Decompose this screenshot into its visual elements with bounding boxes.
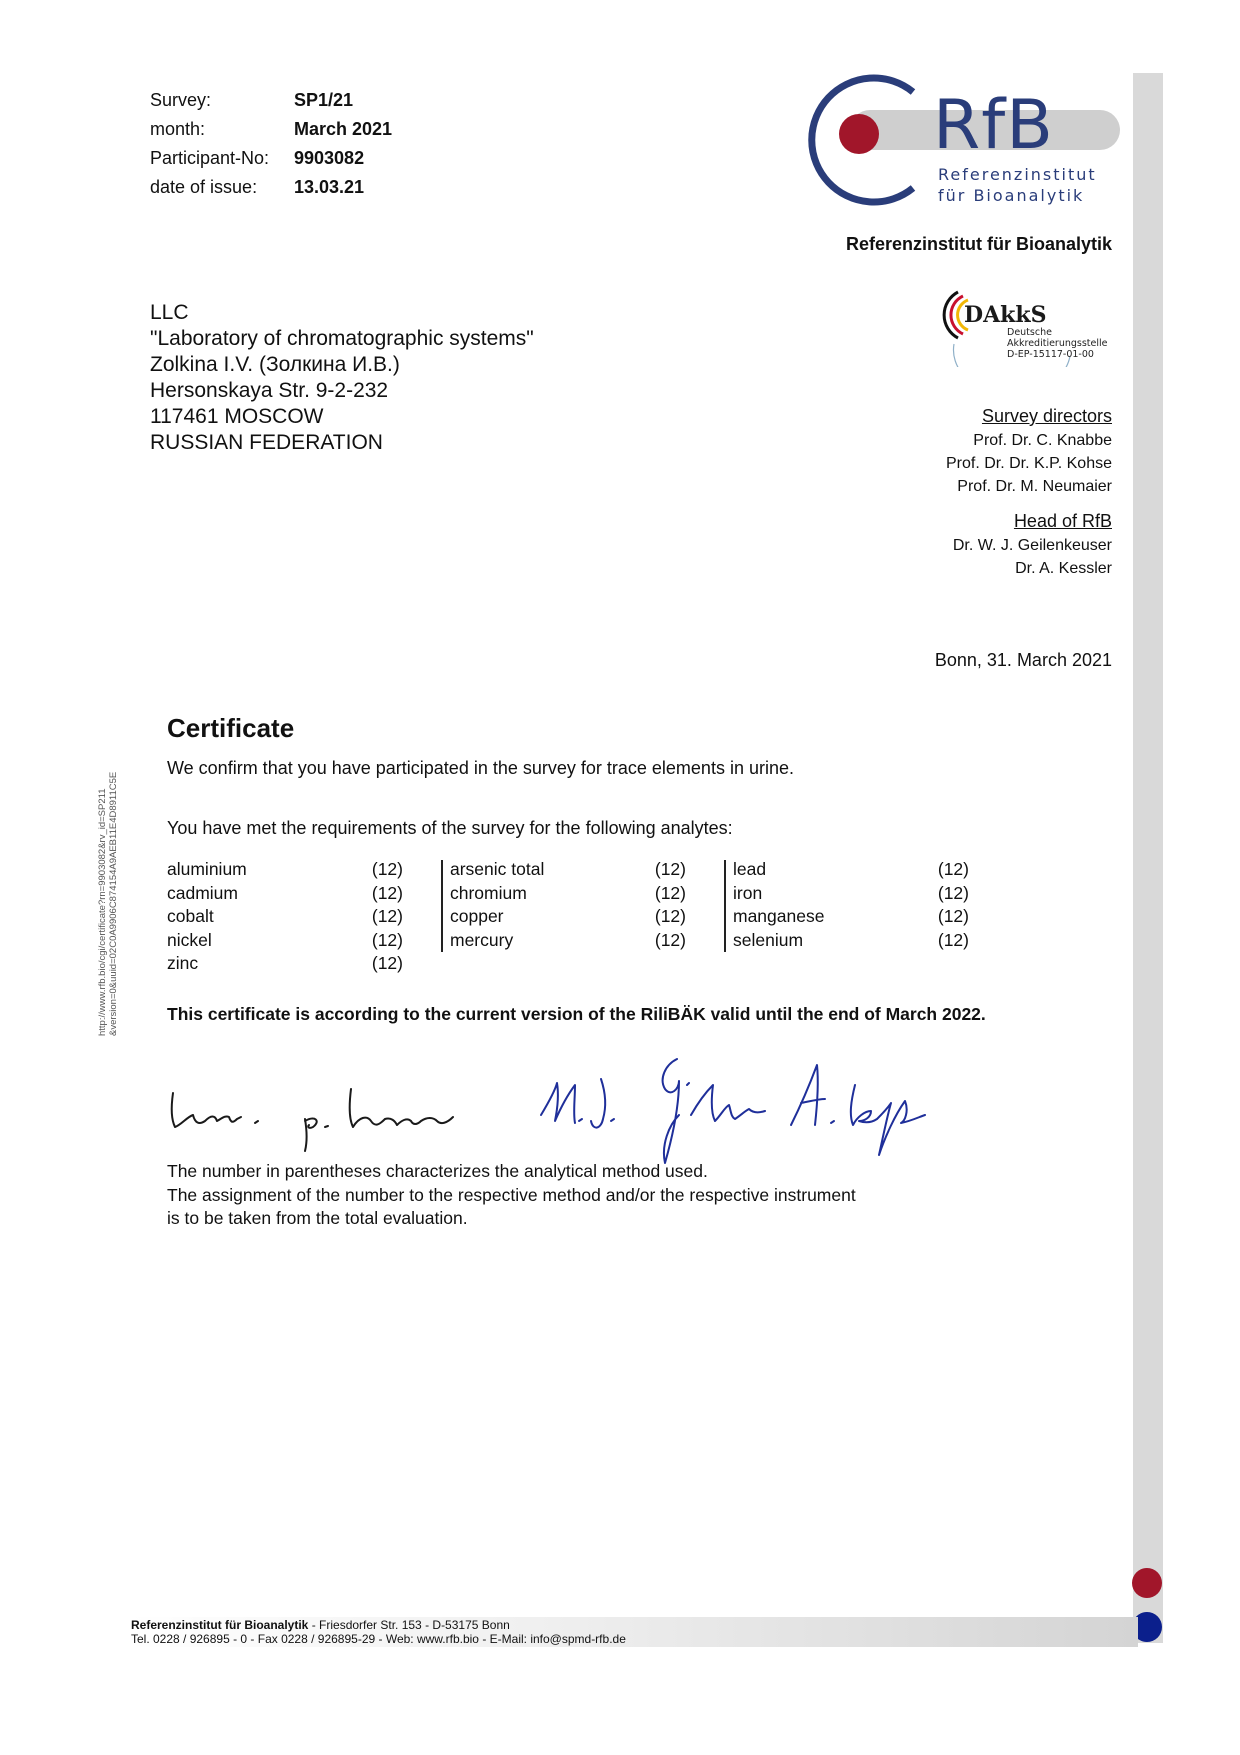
survey-directors-heading: Survey directors (981, 406, 1112, 426)
analyte-name: nickel (167, 929, 212, 950)
analyte-row (733, 882, 1016, 906)
analyte-row (733, 905, 1016, 929)
analyte-name: zinc (167, 953, 199, 973)
signatures (165, 1045, 1035, 1165)
director-name: Prof. Dr. C. Knabbe (973, 432, 1112, 449)
directors-block (946, 403, 1112, 580)
analyte-method: (12) (371, 929, 403, 950)
footnote-line: is to be taken from the total evaluation. (167, 1208, 468, 1228)
analyte-row (733, 929, 1016, 953)
analyte-name: chromium (450, 882, 527, 903)
recipient-address (150, 300, 534, 456)
analyte-method: (12) (371, 953, 403, 973)
dakks-title: DAkkS (964, 302, 1047, 328)
analytes-column-1 (167, 858, 450, 976)
analyte-row (167, 858, 450, 882)
place-date: Bonn, 31. March 2021 (934, 650, 1112, 670)
analytes-column-2 (450, 858, 733, 976)
footer-institute: Referenzinstitut für Bioanalytik (131, 1618, 309, 1632)
footer (131, 1618, 626, 1646)
signature-geilenkeuser (541, 1059, 765, 1163)
analyte-row (450, 882, 733, 906)
analyte-method: (12) (371, 906, 403, 926)
analyte-method: (12) (654, 882, 686, 903)
issue-label: date of issue: (150, 177, 258, 197)
verification-url (97, 766, 119, 1036)
month-label: month: (150, 119, 206, 139)
analyte-row (450, 858, 733, 882)
issue-row (150, 173, 392, 202)
analyte-method: (12) (937, 882, 969, 903)
address-line: RUSSIAN FEDERATION (150, 431, 383, 454)
address-line: 117461 MOSCOW (150, 405, 324, 428)
month-row (150, 115, 392, 144)
survey-label: Survey: (150, 90, 212, 110)
verification-url-line-1: http://www.rfb.bio/cgi/certificate?rn=9903082&rv_id=SP211 (97, 788, 108, 1036)
dakks-line-3: D-EP-15117-01-00 (1007, 349, 1094, 360)
head-name: Dr. W. J. Geilenkeuser (952, 537, 1112, 554)
analyte-method: (12) (371, 882, 403, 903)
footer-contact: Tel. 0228 / 926895 - 0 - Fax 0228 / 926895-29 - Web: www.rfb.bio - E-Mail: info@spmd-rfb.de (131, 1632, 626, 1646)
dakks-logo (940, 282, 1115, 367)
head-of-rfb-heading: Head of RfB (1013, 511, 1112, 531)
analyte-name: copper (450, 906, 504, 926)
analyte-name: manganese (733, 906, 825, 926)
survey-row (150, 86, 392, 115)
right-decorative-bar (1133, 73, 1163, 1643)
analyte-row (167, 905, 450, 929)
footer-line-1 (131, 1618, 626, 1632)
analytes-column-3 (733, 858, 1016, 976)
analyte-name: cadmium (167, 882, 238, 903)
participant-label: Participant-No: (150, 148, 270, 168)
analyte-row (733, 858, 1016, 882)
verification-url-line-2: &version=0&uuid=02C0A9906C874154A9AEB11E4D8911C5E (108, 771, 119, 1036)
month-value: March 2021 (294, 119, 393, 139)
requirements-text: You have met the requirements of the survey for the following analytes: (167, 818, 733, 838)
logo-dot (839, 114, 879, 154)
red-dot-icon (1132, 1568, 1162, 1598)
director-name: Prof. Dr. M. Neumaier (957, 478, 1112, 495)
analytes-table (167, 858, 1016, 976)
validity-statement: This certificate is according to the current version of the RiliBÄK valid until the end of March 2022. (167, 1004, 986, 1024)
participant-row (150, 144, 392, 173)
footer-address: - Friesdorfer Str. 153 - D-53175 Bonn (308, 1618, 510, 1632)
analyte-method: (12) (937, 906, 969, 926)
signature-kohse (172, 1089, 453, 1151)
analyte-row (167, 952, 450, 976)
footnote-line: The assignment of the number to the respective method and/or the respective instrument (167, 1184, 856, 1205)
analyte-name: cobalt (167, 906, 214, 926)
analyte-method: (12) (654, 929, 686, 950)
survey-value: SP1/21 (294, 90, 354, 110)
logo-subtitle-1: Referenzinstitut (938, 165, 1097, 184)
issue-value: 13.03.21 (294, 177, 365, 197)
institute-header: Referenzinstitut für Bioanalytik (845, 234, 1112, 254)
dakks-line-2: Akkreditierungsstelle (1007, 338, 1108, 349)
address-line: Hersonskaya Str. 9-2-232 (150, 379, 389, 402)
footnote-line: The number in parentheses characterizes the analytical method used. (167, 1161, 708, 1181)
address-line: Zolkina I.V. (Золкина И.В.) (150, 353, 400, 376)
confirm-text: We confirm that you have participated in the survey for trace elements in urine. (167, 758, 794, 778)
analyte-method: (12) (371, 859, 403, 879)
analyte-name: lead (733, 859, 767, 879)
analyte-method: (12) (654, 906, 686, 926)
address-line: LLC (150, 301, 189, 324)
analyte-row (450, 905, 733, 929)
analyte-row (167, 882, 450, 906)
analyte-name: aluminium (167, 859, 247, 879)
survey-meta (150, 86, 392, 202)
analyte-row (167, 929, 450, 953)
participant-value: 9903082 (294, 148, 365, 168)
address-line: "Laboratory of chromatographic systems" (150, 327, 534, 350)
director-name: Prof. Dr. Dr. K.P. Kohse (946, 455, 1112, 472)
analyte-method: (12) (654, 859, 686, 879)
analyte-name: arsenic total (450, 859, 545, 879)
analyte-method: (12) (937, 859, 969, 879)
head-name: Dr. A. Kessler (1015, 560, 1112, 577)
analyte-name: selenium (733, 929, 804, 950)
logo-text: RfB (933, 86, 1054, 165)
analyte-name: mercury (450, 929, 514, 950)
certificate-title: Certificate (167, 713, 295, 743)
signature-kessler (791, 1065, 925, 1155)
footnote (167, 1160, 856, 1231)
analyte-name: iron (733, 882, 763, 903)
analyte-row (450, 929, 733, 953)
rfb-logo (795, 70, 1135, 210)
logo-subtitle-2: für Bioanalytik (938, 186, 1085, 205)
dakks-line-1: Deutsche (1007, 327, 1052, 338)
analyte-method: (12) (937, 929, 969, 950)
